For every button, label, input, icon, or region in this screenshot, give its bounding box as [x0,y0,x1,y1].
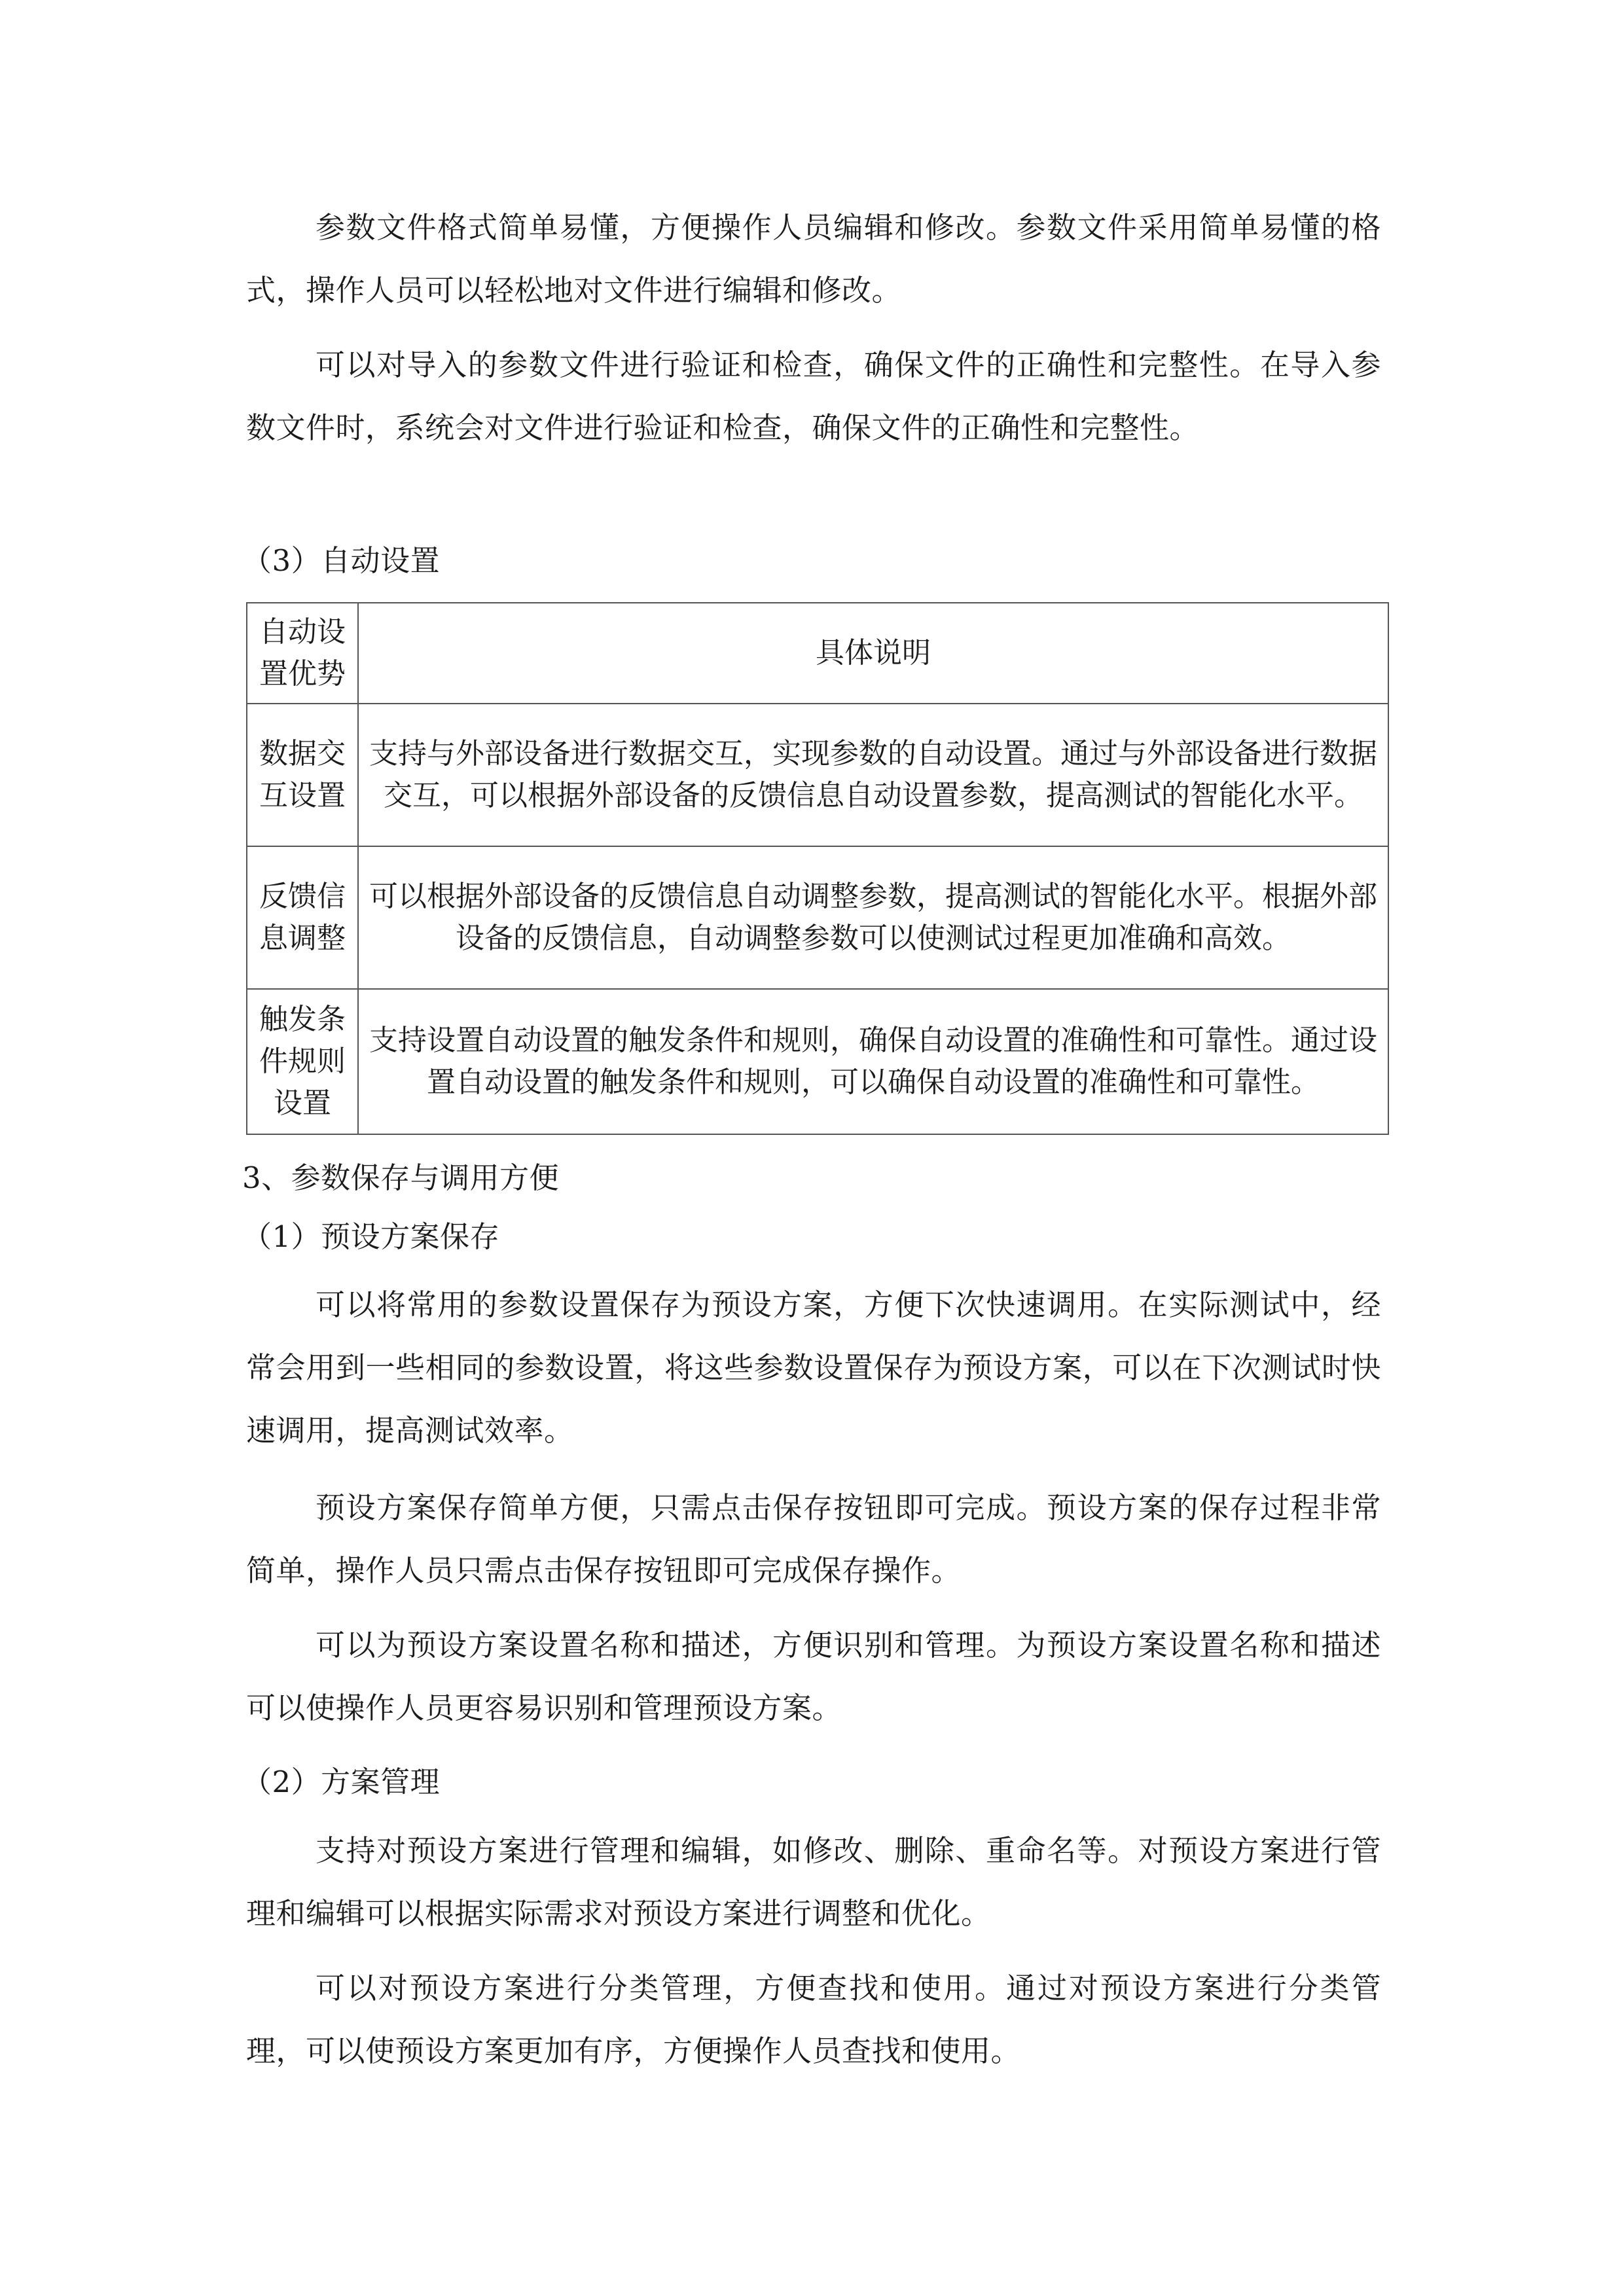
table-cell-desc: 支持与外部设备进行数据交互，实现参数的自动设置。通过与外部设备进行数据交互，可以根据外部设备的反馈信息自动设置参数，提高测试的智能化水平。 [358,704,1388,846]
table-header-description: 具体说明 [358,603,1388,704]
heading-scheme-management: （2）方案管理 [242,1765,441,1799]
table-cell-desc: 支持设置自动设置的触发条件和规则，确保自动设置的准确性和可靠性。通过设置自动设置的触发条件和规则，可以确保自动设置的准确性和可靠性。 [358,989,1388,1134]
table-header-advantage: 自动设置优势 [247,603,358,704]
table-row [247,989,1388,1134]
heading-auto-setting: （3）自动设置 [242,543,441,578]
table-cell-label: 数据交互设置 [247,704,358,846]
table-cell-desc: 可以根据外部设备的反馈信息自动调整参数，提高测试的智能化水平。根据外部设备的反馈信息，自动调整参数可以使测试过程更加准确和高效。 [358,846,1388,989]
paragraph-scheme-edit: 支持对预设方案进行管理和编辑，如修改、删除、重命名等。对预设方案进行管理和编辑可以根据实际需求对预设方案进行调整和优化。 [246,1833,1381,1931]
table-cell-label: 触发条件规则设置 [247,989,358,1134]
table-row [247,704,1388,846]
table-cell-label: 反馈信息调整 [247,846,358,989]
heading-preset-save: （1）预设方案保存 [242,1219,500,1254]
table-header-row [247,603,1388,704]
auto-setting-table [246,602,1389,1135]
paragraph-param-file-validation: 可以对导入的参数文件进行验证和检查，确保文件的正确性和完整性。在导入参数文件时，系统会对文件进行验证和检查，确保文件的正确性和完整性。 [246,348,1381,445]
paragraph-preset-save-simple: 预设方案保存简单方便，只需点击保存按钮即可完成。预设方案的保存过程非常简单，操作人员只需点击保存按钮即可完成保存操作。 [246,1490,1381,1588]
heading-param-save-recall: 3、参数保存与调用方便 [242,1160,560,1195]
paragraph-preset-name-desc: 可以为预设方案设置名称和描述，方便识别和管理。为预设方案设置名称和描述可以使操作人员更容易识别和管理预设方案。 [246,1628,1381,1725]
paragraph-scheme-classify: 可以对预设方案进行分类管理，方便查找和使用。通过对预设方案进行分类管理，可以使预设方案更加有序，方便操作人员查找和使用。 [246,1971,1381,2068]
paragraph-param-file-format: 参数文件格式简单易懂，方便操作人员编辑和修改。参数文件采用简单易懂的格式，操作人员可以轻松地对文件进行编辑和修改。 [246,210,1381,308]
table-row [247,846,1388,989]
paragraph-preset-save-usage: 可以将常用的参数设置保存为预设方案，方便下次快速调用。在实际测试中，经常会用到一些相同的参数设置，将这些参数设置保存为预设方案，可以在下次测试时快速调用，提高测试效率。 [246,1287,1381,1448]
